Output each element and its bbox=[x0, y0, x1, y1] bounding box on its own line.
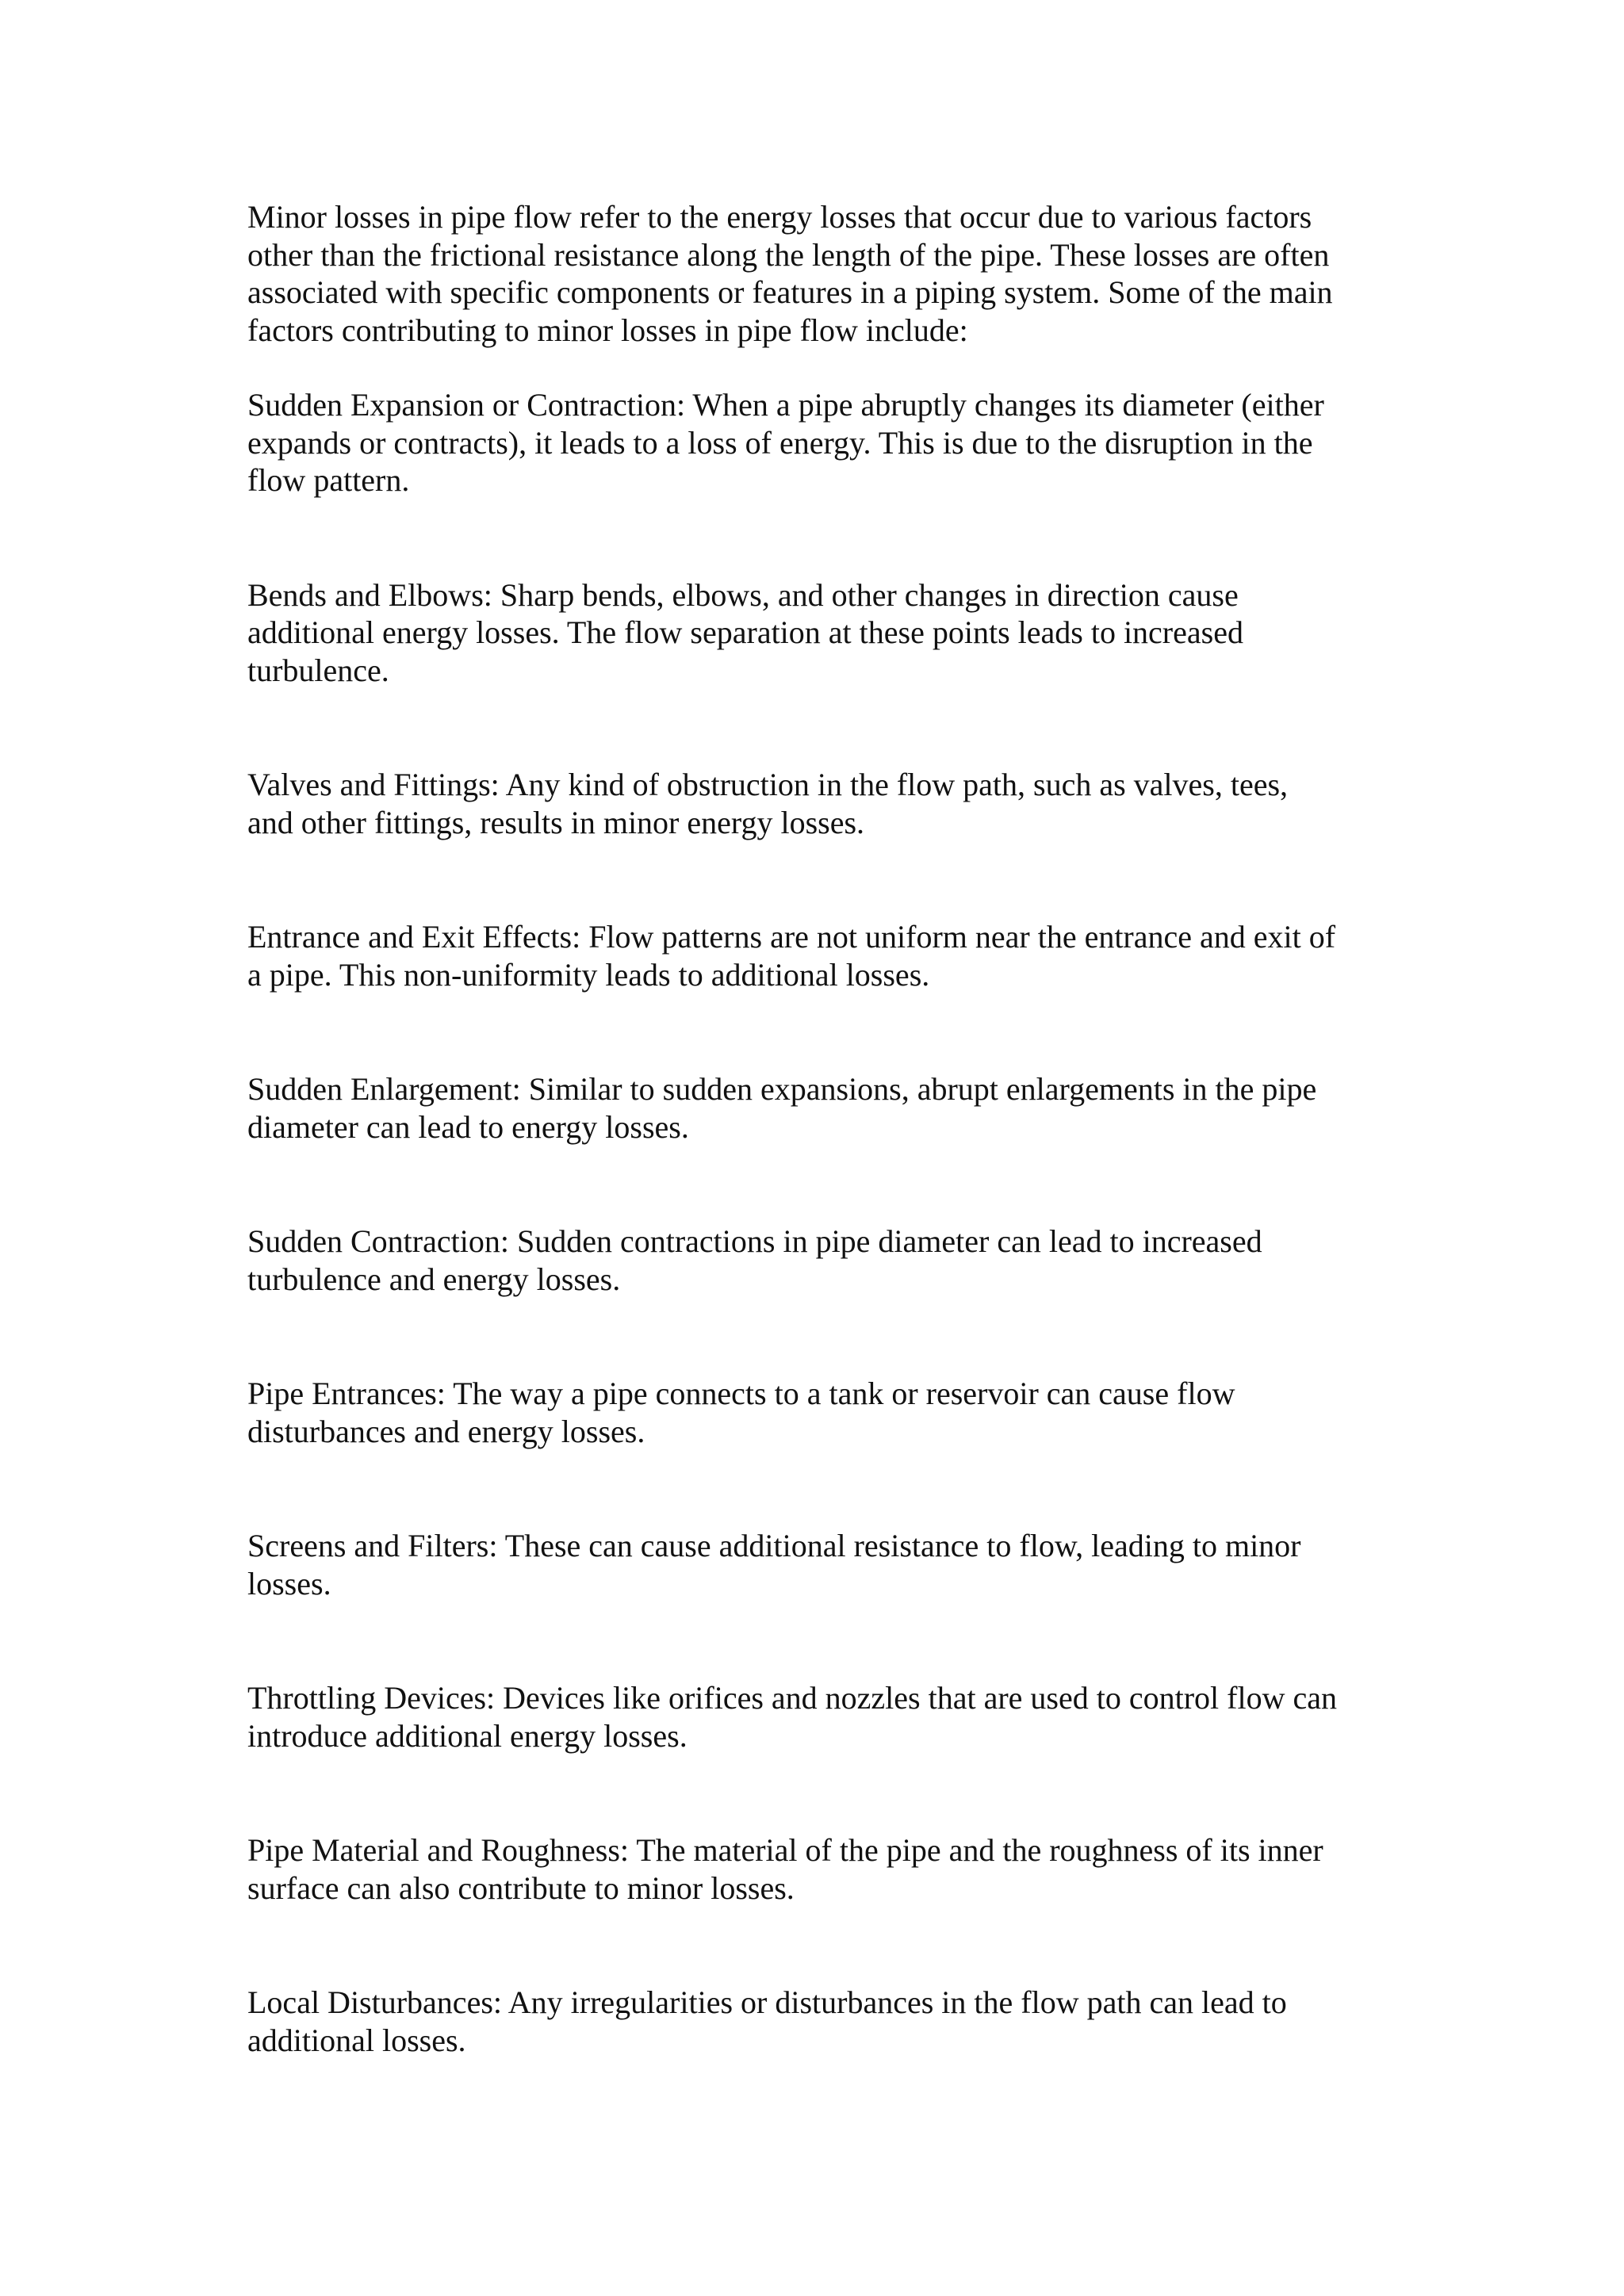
intro-line: factors contributing to minor losses in pipe flow include: bbox=[247, 312, 968, 348]
paragraph-line: Sudden Expansion or Contraction: When a pipe abruptly changes its diameter (either bbox=[247, 387, 1324, 423]
factor-paragraph-sudden-expansion-contraction bbox=[247, 386, 1397, 499]
factor-paragraph-entrance-exit bbox=[247, 918, 1397, 993]
paragraph-line: Screens and Filters: These can cause additional resistance to flow, leading to minor bbox=[247, 1528, 1301, 1563]
paragraph-line: introduce additional energy losses. bbox=[247, 1717, 688, 1754]
paragraph-line: Sudden Enlargement: Similar to sudden expansions, abrupt enlargements in the pipe bbox=[247, 1071, 1317, 1107]
paragraph-line: Entrance and Exit Effects: Flow patterns are not uniform near the entrance and exit of bbox=[247, 919, 1336, 955]
intro-line: other than the frictional resistance along the length of the pipe. These losses are often bbox=[247, 236, 1330, 273]
document-body bbox=[247, 198, 1397, 2059]
paragraph-line: and other fittings, results in minor energy losses. bbox=[247, 804, 865, 840]
paragraph-line: Pipe Material and Roughness: The material of the pipe and the roughness of its inner bbox=[247, 1832, 1323, 1868]
factor-paragraph-sudden-contraction bbox=[247, 1223, 1397, 1298]
paragraph-line: Throttling Devices: Devices like orifices and nozzles that are used to control flow can bbox=[247, 1680, 1337, 1716]
intro-line: Minor losses in pipe flow refer to the energy losses that occur due to various factors bbox=[247, 199, 1312, 235]
paragraph-line: Local Disturbances: Any irregularities or disturbances in the flow path can lead to bbox=[247, 1984, 1287, 2020]
paragraph-line: Bends and Elbows: Sharp bends, elbows, and other changes in direction cause bbox=[247, 576, 1239, 613]
paragraph-line: diameter can lead to energy losses. bbox=[247, 1108, 689, 1145]
factor-paragraph-pipe-material-roughness bbox=[247, 1831, 1397, 1907]
factor-paragraph-screens-filters bbox=[247, 1527, 1397, 1602]
paragraph-line: Pipe Entrances: The way a pipe connects to a tank or reservoir can cause flow bbox=[247, 1376, 1235, 1411]
paragraph-line: turbulence. bbox=[247, 652, 389, 688]
paragraph-line: losses. bbox=[247, 1565, 331, 1601]
paragraph-line: additional losses. bbox=[247, 2022, 466, 2058]
factor-paragraph-sudden-enlargement bbox=[247, 1070, 1397, 1146]
paragraph-line: surface can also contribute to minor losses. bbox=[247, 1869, 795, 1906]
factor-paragraph-local-disturbances bbox=[247, 1984, 1397, 2059]
paragraph-line: additional energy losses. The flow separation at these points leads to increased bbox=[247, 614, 1243, 650]
paragraph-line: Valves and Fittings: Any kind of obstruction in the flow path, such as valves, tees, bbox=[247, 767, 1289, 802]
paragraph-line: disturbances and energy losses. bbox=[247, 1413, 645, 1449]
factor-paragraph-bends-elbows bbox=[247, 576, 1397, 690]
factor-paragraph-valves-fittings bbox=[247, 766, 1397, 841]
paragraph-line: turbulence and energy losses. bbox=[247, 1261, 621, 1297]
paragraph-line: expands or contracts), it leads to a loss of energy. This is due to the disruption in the bbox=[247, 424, 1313, 461]
factor-paragraph-pipe-entrances bbox=[247, 1375, 1397, 1450]
paragraph-line: Sudden Contraction: Sudden contractions in pipe diameter can lead to increased bbox=[247, 1223, 1262, 1259]
factor-paragraph-throttling-devices bbox=[247, 1679, 1397, 1755]
intro-line: associated with specific components or features in a piping system. Some of the main bbox=[247, 274, 1333, 310]
paragraph-line: a pipe. This non-uniformity leads to additional losses. bbox=[247, 956, 930, 993]
paragraph-line: flow pattern. bbox=[247, 462, 410, 498]
intro-paragraph bbox=[247, 198, 1397, 349]
